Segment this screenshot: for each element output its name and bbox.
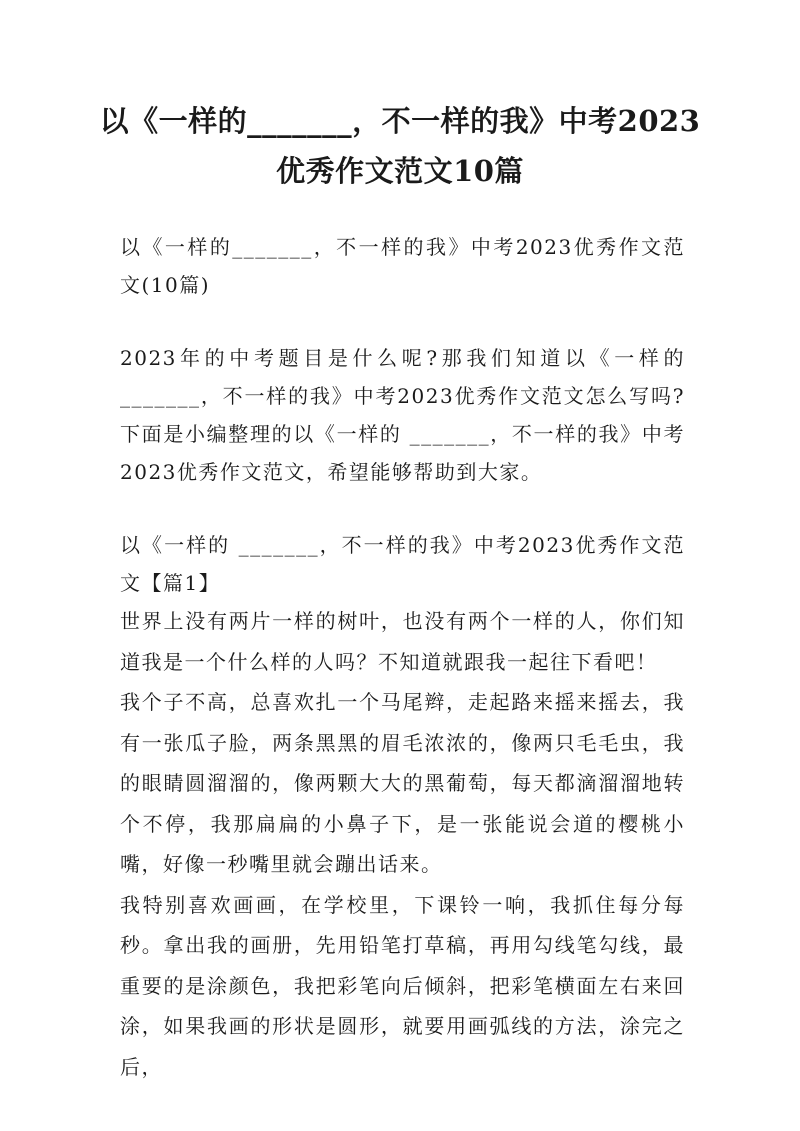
section-heading: 以《一样的 _______，不一样的我》中考2023优秀作文范文【篇1】 (120, 533, 685, 595)
essay-body (120, 601, 685, 1087)
essay-paragraph: 世界上没有两片一样的树叶，也没有两个一样的人，你们知道我是一个什么样的人吗？不知道就跟我一起往下看吧！ (120, 609, 685, 674)
essay-paragraph: 我特别喜欢画画，在学校里，下课铃一响，我抓住每分每秒。拿出我的画册，先用铅笔打草稿，再用勾线笔勾线，最重要的是涂颜色，我把彩笔向后倾斜，把彩笔横面左右来回涂，如果我画的形状是圆形，就要用画弧线的方法，涂完之后， (120, 892, 685, 1079)
document-title: 以《一样的_______，不一样的我》中考2023优秀作文范文10篇 (99, 104, 701, 188)
intro-paragraph: 2023年的中考题目是什么呢?那我们知道以《一样的_______，不一样的我》中考2023优秀作文范文怎么写吗?下面是小编整理的以《一样的 _______，不一样的我》中考2023优秀作文范文，希望能够帮助到大家。 (120, 346, 685, 484)
subtitle-line: 以《一样的_______，不一样的我》中考2023优秀作文范文(10篇) (120, 235, 685, 297)
essay-paragraph: 我个子不高，总喜欢扎一个马尾辫，走起路来摇来摇去，我有一张瓜子脸，两条黑黑的眉毛浓浓的，像两只毛毛虫，我的眼睛圆溜溜的，像两颗大大的黑葡萄，每天都滴溜溜地转个不停，我那扁扁的小鼻子下，是一张能说会道的樱桃小嘴，好像一秒嘴里就会蹦出话来。 (120, 690, 685, 876)
